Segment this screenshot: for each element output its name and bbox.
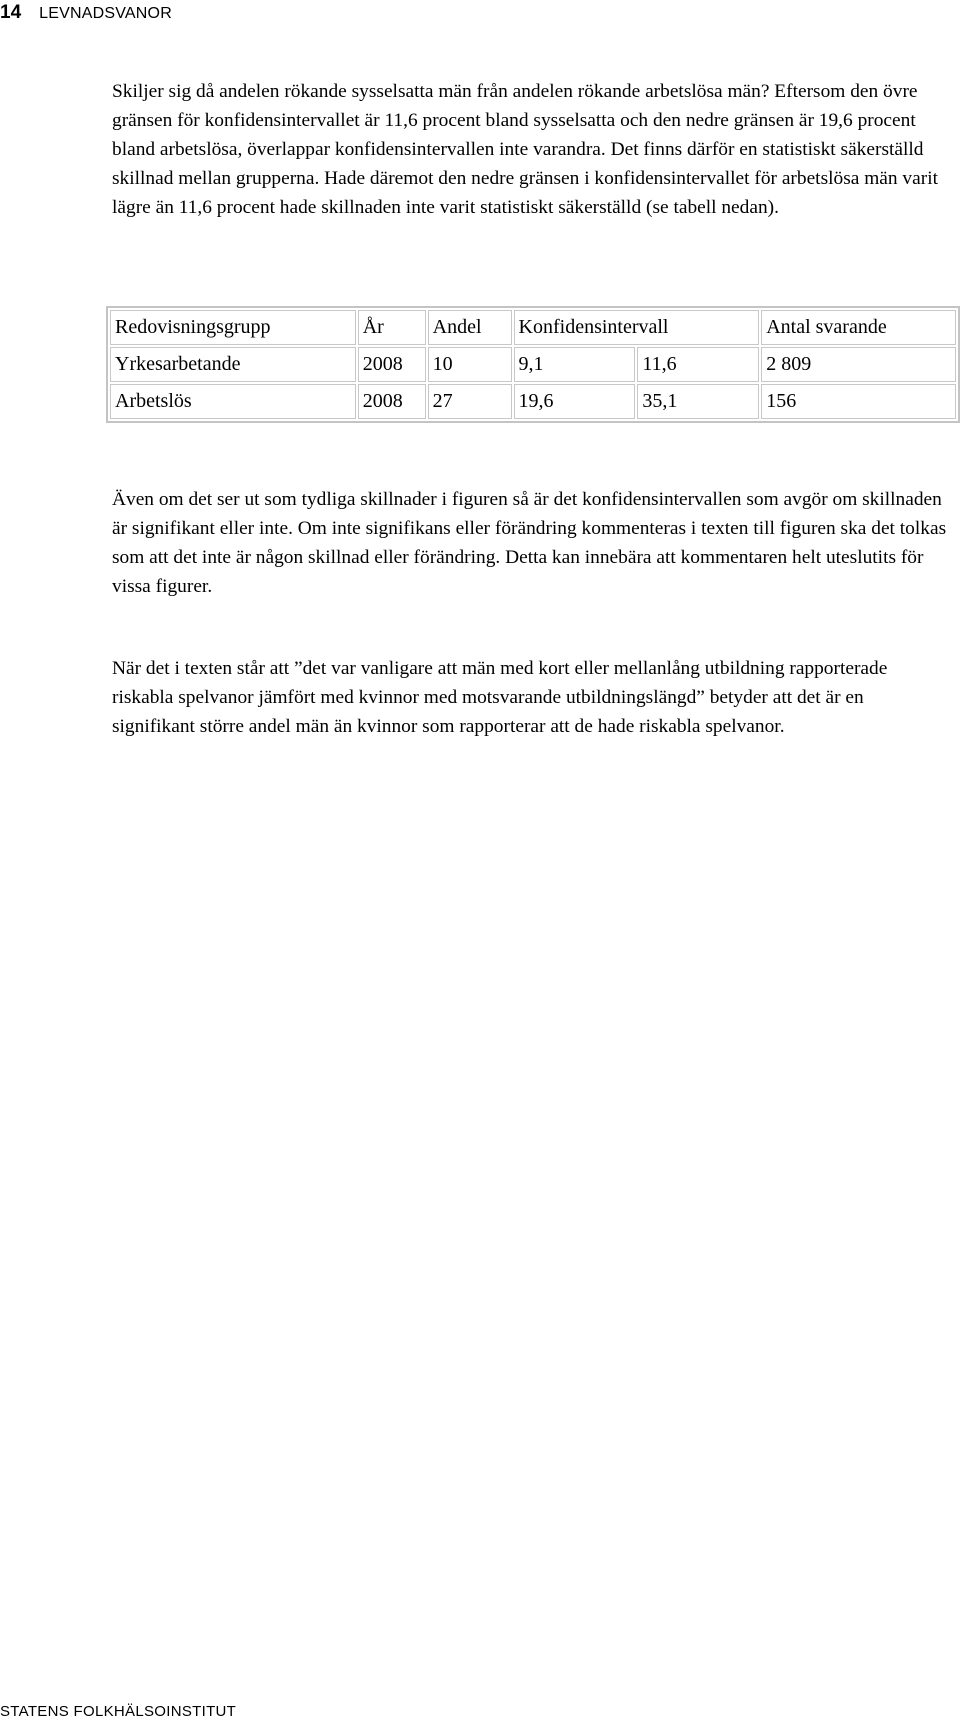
table-cell: 10 [428, 347, 512, 382]
table-cell: 9,1 [514, 347, 636, 382]
body-paragraph: Även om det ser ut som tydliga skillnader i figuren så är det konfidensintervallen som avgör om skillnaden är signifikant eller inte. Om inte signifikans eller förändring kommenteras i texten till figuren ska det tolkas som att det inte är någon skillnad eller förändring. Detta kan innebära att kommentaren helt uteslutits för vissa figurer. [112, 489, 947, 597]
table-cell: 156 [761, 384, 956, 419]
page-header [0, 2, 172, 24]
table-cell: Arbetslös [110, 384, 356, 419]
table-row [110, 347, 956, 382]
column-header: Konfidensintervall [514, 310, 760, 345]
column-header: År [358, 310, 426, 345]
body-paragraph: När det i texten står att ”det var vanligare att män med kort eller mellanlång utbildning rapporterade riskabla spelvanor jämfört med kvinnor med motsvarande utbildningslängd” betyder att det är en signifikant större andel män än kvinnor som rapporterar att de hade riskabla spelvanor. [112, 658, 888, 737]
table-cell: 35,1 [637, 384, 759, 419]
table-cell: 2008 [358, 384, 426, 419]
body-paragraph: Skiljer sig då andelen rökande sysselsatta män från andelen rökande arbetslösa män? Eftersom den övre gränsen för konfidensintervallet är 11,6 procent bland sysselsatta och den nedre gränsen är 19,6 procent bland arbetslösa, överlappar konfidensintervallen inte varandra. Det finns därför en statistiskt säkerställd skillnad mellan grupperna. Hade däremot den nedre gränsen i konfidensintervallet för arbetslösa män varit lägre än 11,6 procent hade skillnaden inte varit statistiskt säkerställd (se tabell nedan). [112, 81, 938, 218]
table-cell: 2008 [358, 347, 426, 382]
confidence-interval-table [106, 306, 960, 423]
table-cell: 27 [428, 384, 512, 419]
column-header: Redovisningsgrupp [110, 310, 356, 345]
table-cell: 2 809 [761, 347, 956, 382]
table-row [110, 384, 956, 419]
page-footer: STATENS FOLKHÄLSOINSTITUT [0, 1703, 237, 1720]
table-header-row [110, 310, 956, 345]
table-cell: Yrkesarbetande [110, 347, 356, 382]
table-cell: 19,6 [514, 384, 636, 419]
table-cell: 11,6 [637, 347, 759, 382]
running-header-title: LEVNADSVANOR [39, 5, 172, 22]
column-header: Antal svarande [761, 310, 956, 345]
column-header: Andel [428, 310, 512, 345]
page-number: 14 [0, 2, 22, 23]
